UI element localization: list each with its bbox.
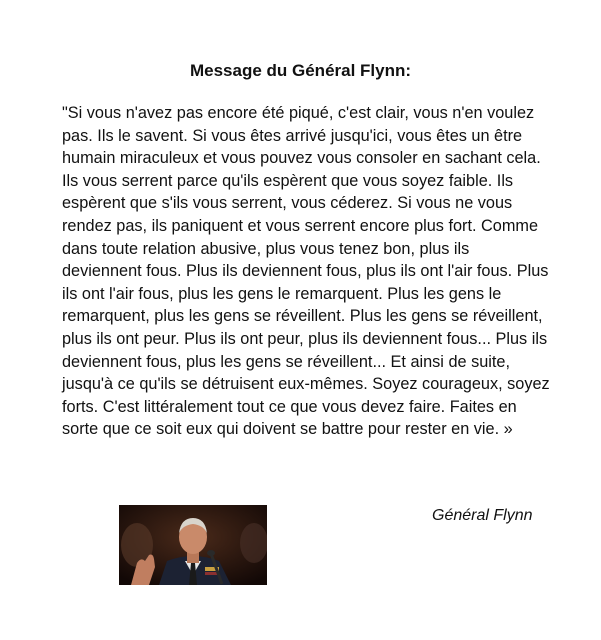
document-title: Message du Général Flynn: xyxy=(189,61,412,80)
signature: Général Flynn xyxy=(432,507,533,524)
background-figure-right xyxy=(240,523,267,563)
portrait-photo xyxy=(119,505,267,585)
quote-text: "Si vous n'avez pas encore été piqué, c'est clair, vous n'en voulez pas. Ils le savent. Si vous êtes arrivé jusqu'ici, vous êtes un être humain miraculeux et vous pouvez vous consoler en sachant cela. Ils vous serrent parce qu'ils espèrent que vous soyez faible. Ils espèrent que s'ils vous serrent, vous céderez. Si vous ne vous rendez pas, ils paniquent et vous serrent encore plus fort. Comme dans toute relation abusive, plus vous tenez bon, plus ils deviennent fous. Plus ils deviennent fous, plus ils ont l'air fous. Plus ils ont l'air fous, plus les gens le remarquent. Plus les gens le remarquent, plus les gens se réveillent. Plus les gens se réveillent, plus ils ont peur. Plus ils ont peur, plus ils deviennent fous... Plus ils deviennent fous, plus les gens se réveillent... Et ainsi de suite, jusqu'à ce qu'ils se détruisent eux-mêmes. Soyez courageux, soyez forts. C'est littéralement tout ce que vous devez faire. Faites en sorte que ce soit eux qui doivent se battre pour rester en vie. » xyxy=(62,104,550,439)
microphone-head xyxy=(207,550,215,556)
portrait-illustration xyxy=(119,505,267,585)
